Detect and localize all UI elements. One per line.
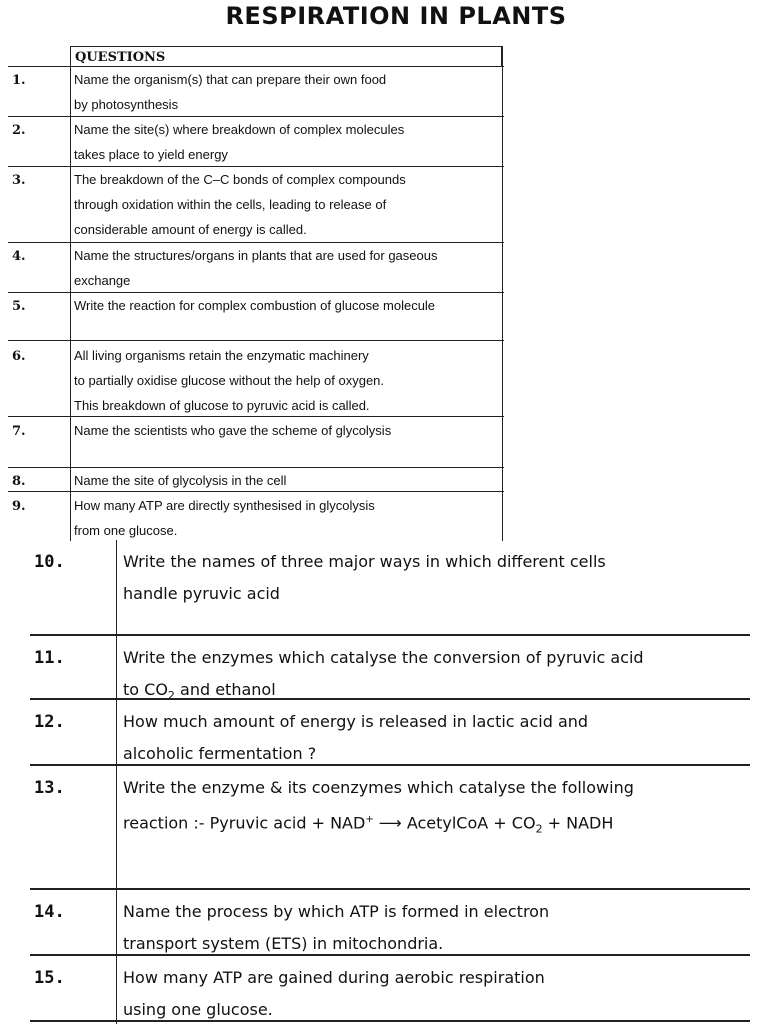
question-number: 5. <box>12 299 26 314</box>
question-line: using one glucose. <box>123 1000 273 1019</box>
question-line: Write the enzyme & its coenzymes which catalyse the following <box>123 778 634 797</box>
question-text <box>74 418 498 443</box>
question-number: 15. <box>34 968 65 988</box>
divider <box>30 634 750 636</box>
question-line: Write the reaction for complex combustion of glucose molecule <box>74 298 436 313</box>
question-line: How many ATP are gained during aerobic respiration <box>123 968 545 987</box>
question-text <box>123 896 747 960</box>
question-text <box>74 468 498 493</box>
question-line: considerable amount of energy is called. <box>74 222 307 237</box>
question-text <box>74 117 498 167</box>
question-line: reaction :- Pyruvic acid + NAD+ ⟶ AcetylCoA + $CO_2$ + NADH <box>123 813 614 836</box>
question-line: to partially oxidise glucose without the help of oxygen. <box>74 373 385 388</box>
question-line: Name the structures/organs in plants that are used for gaseous <box>74 248 438 263</box>
question-number: 3. <box>12 173 26 188</box>
question-line: Write the enzymes which catalyse the conversion of pyruvic acid <box>123 648 644 667</box>
question-number: 14. <box>34 902 65 922</box>
question-line: from one glucose. <box>74 523 178 538</box>
divider <box>116 540 117 1024</box>
question-line: to $CO_2$ and ethanol <box>123 680 276 703</box>
divider <box>8 491 504 492</box>
question-text <box>74 293 498 318</box>
question-number: 11. <box>34 648 65 668</box>
question-line: Name the site(s) where breakdown of complex molecules <box>74 122 405 137</box>
divider <box>30 764 750 766</box>
question-number: 9. <box>12 499 26 514</box>
question-line: alcoholic fermentation ? <box>123 744 317 763</box>
question-line: Write the names of three major ways in which different cells <box>123 552 606 571</box>
question-line: transport system (ETS) in mitochondria. <box>123 934 444 953</box>
question-line: This breakdown of glucose to pyruvic acid is called. <box>74 398 370 413</box>
question-text <box>123 962 747 1026</box>
divider <box>30 1020 750 1022</box>
question-text <box>123 706 747 770</box>
question-text <box>74 67 498 117</box>
divider <box>30 698 750 700</box>
divider <box>8 416 504 417</box>
question-text <box>123 642 747 712</box>
question-number: 13. <box>34 778 65 798</box>
question-number: 10. <box>34 552 65 572</box>
question-number: 2. <box>12 123 26 138</box>
question-line: takes place to yield energy <box>74 147 228 162</box>
question-line: All living organisms retain the enzymatic machinery <box>74 348 369 363</box>
divider <box>30 954 750 956</box>
question-text <box>74 243 498 293</box>
question-line: exchange <box>74 273 131 288</box>
question-text <box>74 167 498 242</box>
question-number: 4. <box>12 249 26 264</box>
question-line: Name the site of glycolysis in the cell <box>74 473 287 488</box>
question-line: Name the organism(s) that can prepare their own food <box>74 72 387 87</box>
question-line: by photosynthesis <box>74 97 179 112</box>
question-number: 1. <box>12 73 26 88</box>
question-text <box>123 546 747 610</box>
question-line: The breakdown of the C–C bonds of complex compounds <box>74 172 406 187</box>
question-line: Name the process by which ATP is formed in electron <box>123 902 550 921</box>
question-line: through oxidation within the cells, leading to release of <box>74 197 387 212</box>
question-number: 12. <box>34 712 65 732</box>
question-text <box>74 343 498 418</box>
question-line: Name the scientists who gave the scheme of glycolysis <box>74 423 392 438</box>
question-number: 8. <box>12 474 26 489</box>
question-number: 7. <box>12 424 26 439</box>
table-header: QUESTIONS <box>70 46 502 67</box>
question-text <box>123 772 747 846</box>
page-title: RESPIRATION IN PLANTS <box>225 2 567 30</box>
question-line: handle pyruvic acid <box>123 584 280 603</box>
question-number: 6. <box>12 349 26 364</box>
question-text <box>74 493 498 543</box>
divider <box>30 888 750 890</box>
question-line: How much amount of energy is released in lactic acid and <box>123 712 589 731</box>
divider <box>8 340 504 341</box>
question-line: How many ATP are directly synthesised in glycolysis <box>74 498 375 513</box>
